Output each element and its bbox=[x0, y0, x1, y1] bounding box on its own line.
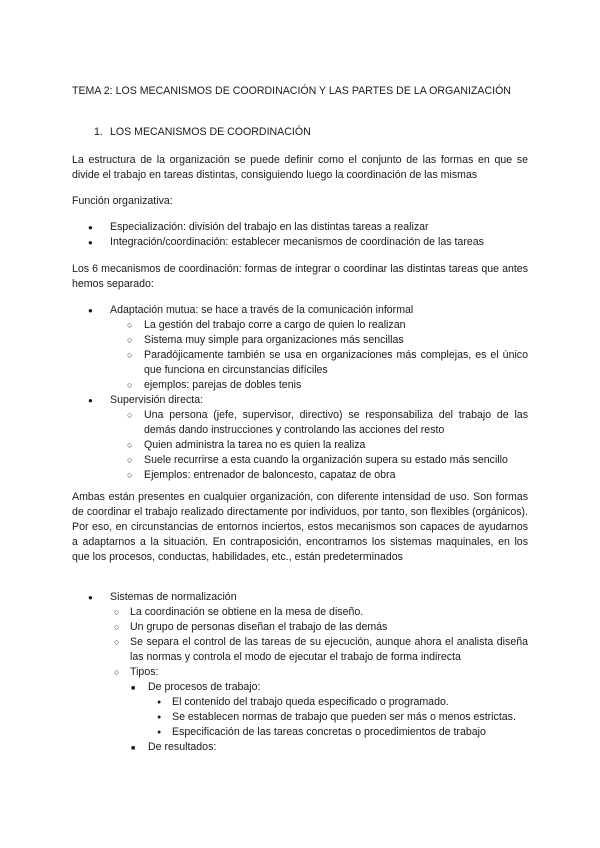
circle-bullet-icon: ○ bbox=[114, 637, 120, 647]
circle-bullet-icon: ○ bbox=[127, 320, 133, 330]
circle-bullet-icon: ○ bbox=[114, 622, 120, 632]
list-item: ○ La coordinación se obtiene en la mesa de diseño. bbox=[114, 606, 364, 618]
circle-bullet-icon: ○ bbox=[114, 607, 120, 617]
list-item: ● Supervisión directa: bbox=[88, 394, 204, 406]
list-item: ■ De resultados: bbox=[72, 740, 528, 755]
circle-bullet-icon: ○ bbox=[127, 335, 133, 345]
mecanismos-list bbox=[72, 303, 528, 483]
circle-bullet-icon: ○ bbox=[127, 410, 133, 420]
mecanismos-intro: Los 6 mecanismos de coordinación: formas de integrar o coordinar las distintas tareas que antes hemos separado: bbox=[72, 263, 528, 290]
intro-paragraph: La estructura de la organización se puede definir como el conjunto de las formas en que se divide el trabajo en tareas distintas, consiguiendo luego la coordinación de las mismas bbox=[72, 154, 528, 181]
funcion-list bbox=[72, 220, 528, 250]
list-item: ● El contenido del trabajo queda especificado o programado. bbox=[157, 696, 449, 708]
list-item: ○ Paradójicamente también se usa en organizaciones más complejas, es el único que funciona en circunstancias difíciles bbox=[127, 349, 528, 376]
list-item: ● Se establecen normas de trabajo que pueden ser más o menos estrictas. bbox=[157, 711, 516, 723]
ambas-paragraph: Ambas están presentes en cualquier organización, con diferente intensidad de uso. Son formas de coordinar el trabajo realizado directamente por individuos, por tanto, son flexibles (orgánicos). Por eso, en circunstancias de entornos inciertos, estos mecanismos son capaces de ayudarnos a adaptarnos a la situación. En contraposición, encontramos los sistemas maquinales, en los que los procesos, conductas, habilidades, etc., están predeterminados bbox=[72, 491, 528, 563]
bullet-icon: ● bbox=[88, 238, 93, 247]
circle-bullet-icon: ○ bbox=[127, 440, 133, 450]
list-item: ○ Una persona (jefe, supervisor, directivo) se responsabiliza del trabajo de las demás dando instrucciones y controlando las acciones del resto bbox=[127, 409, 528, 436]
bullet-icon: ● bbox=[88, 396, 93, 405]
list-item: ○ Sistema muy simple para organizaciones más sencillas bbox=[127, 334, 404, 346]
list-item: ○ La gestión del trabajo corre a cargo de quien lo realizan bbox=[127, 319, 406, 331]
circle-bullet-icon: ○ bbox=[127, 470, 133, 480]
normalizacion-list bbox=[72, 590, 528, 755]
list-item: ● Especialización: división del trabajo en las distintas tareas a realizar bbox=[88, 221, 429, 233]
circle-bullet-icon: ○ bbox=[127, 380, 133, 390]
list-item: ○ Un grupo de personas diseñan el trabajo de las demás bbox=[114, 621, 388, 633]
section-heading bbox=[94, 125, 550, 140]
circle-bullet-icon: ○ bbox=[127, 455, 133, 465]
funcion-label: Función organizativa: bbox=[72, 195, 173, 207]
bullet-icon: ● bbox=[157, 729, 162, 736]
section-label: LOS MECANISMOS DE COORDINACIÓN bbox=[110, 126, 311, 138]
list-item: ○ Suele recurrirse a esta cuando la organización supera su estado más sencillo bbox=[127, 454, 508, 466]
list-item: ● Adaptación mutua: se hace a través de la comunicación informal bbox=[88, 304, 414, 316]
bullet-icon: ● bbox=[157, 699, 162, 706]
list-item: ○ ejemplos: parejas de dobles tenis bbox=[127, 379, 302, 391]
list-item: ■ De procesos de trabajo: bbox=[72, 680, 528, 695]
circle-bullet-icon: ○ bbox=[114, 667, 120, 677]
list-item: ○ Quien administra la tarea no es quien la realiza bbox=[127, 439, 366, 451]
list-item: ○ Ejemplos: entrenador de baloncesto, capataz de obra bbox=[127, 469, 396, 481]
bullet-icon: ● bbox=[88, 306, 93, 315]
list-item: ○ Tipos: bbox=[114, 666, 159, 678]
square-bullet-icon: ■ bbox=[131, 745, 136, 752]
section-number: 1. bbox=[94, 126, 103, 138]
list-item: ● Integración/coordinación: establecer mecanismos de coordinación de las tareas bbox=[88, 236, 484, 248]
square-bullet-icon: ■ bbox=[131, 685, 136, 692]
list-item: ● Sistemas de normalización bbox=[88, 591, 237, 603]
list-item: ● Especificación de las tareas concretas o procedimientos de trabajo bbox=[157, 726, 486, 738]
list-item: ○ Se separa el control de las tareas de su ejecución, aunque ahora el analista diseña las normas y controla el modo de ejecutar el trabajo de forma indirecta bbox=[114, 636, 528, 663]
bullet-icon: ● bbox=[88, 223, 93, 232]
bullet-icon: ● bbox=[88, 593, 93, 602]
bullet-icon: ● bbox=[157, 714, 162, 721]
circle-bullet-icon: ○ bbox=[127, 350, 133, 360]
page-title: TEMA 2: LOS MECANISMOS DE COORDINACIÓN Y LAS PARTES DE LA ORGANIZACIÓN bbox=[72, 85, 511, 97]
